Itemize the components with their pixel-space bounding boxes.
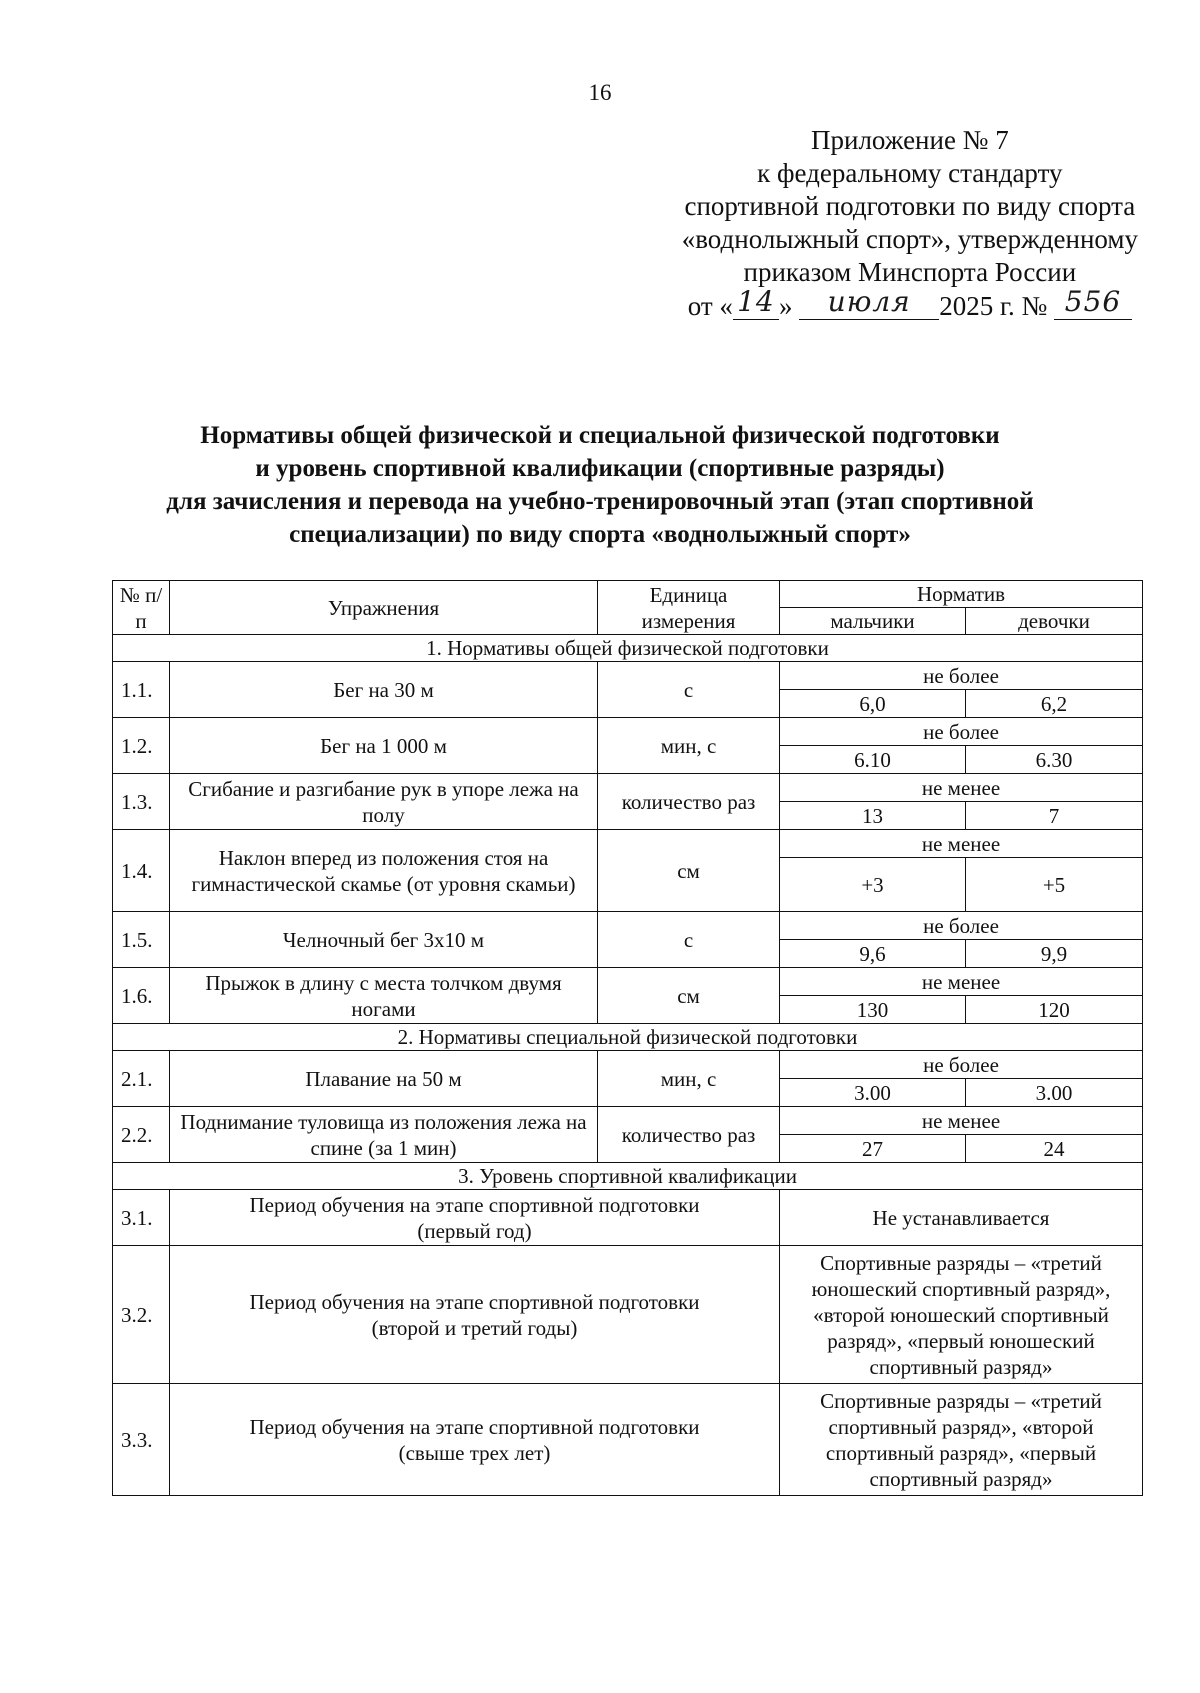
row-unit: см	[598, 830, 780, 912]
handwritten-month: июля	[827, 285, 911, 318]
row-number: 1.1.	[113, 662, 170, 718]
day-field	[733, 285, 779, 320]
row-number: 1.3.	[113, 774, 170, 830]
row-unit: с	[598, 912, 780, 968]
handwritten-day: 14	[737, 285, 775, 318]
norms-table	[112, 580, 1143, 1496]
row-exercise: Плавание на 50 м	[170, 1051, 598, 1107]
header-unit: Единица измерения	[598, 581, 780, 635]
row-unit: количество раз	[598, 1107, 780, 1163]
row-exercise: Прыжок в длину с места толчком двумя ногами	[170, 968, 598, 1024]
row-limit: не более	[780, 912, 1143, 940]
handwritten-order-number: 556	[1064, 285, 1122, 318]
row-unit: с	[598, 662, 780, 718]
qual-value: Не устанавливается	[780, 1190, 1143, 1246]
row-boys-value: 6.10	[780, 746, 966, 774]
qual-period: Период обучения на этапе спортивной подготовки (свыше трех лет)	[170, 1384, 780, 1496]
header-exercise: Упражнения	[170, 581, 598, 635]
title-line: специализации) по виду спорта «воднолыжный спорт»	[289, 521, 911, 548]
row-boys-value: 6,0	[780, 690, 966, 718]
row-girls-value: 6,2	[966, 690, 1143, 718]
order-date-line	[682, 285, 1138, 323]
qual-value: Спортивные разряды – «третий юношеский спортивный разряд», «второй юношеский спортивный разряд», «первый юношеский спортивный разряд»	[780, 1246, 1143, 1384]
section-title: 1. Нормативы общей физической подготовки	[113, 635, 1143, 662]
row-exercise: Челночный бег 3х10 м	[170, 912, 598, 968]
row-unit: мин, с	[598, 718, 780, 774]
row-number: 2.1.	[113, 1051, 170, 1107]
row-unit: количество раз	[598, 774, 780, 830]
month-field	[799, 285, 939, 320]
qual-value: Спортивные разряды – «третий спортивный разряд», «второй спортивный разряд», «первый спортивный разряд»	[780, 1384, 1143, 1496]
row-girls-value: 3.00	[966, 1079, 1143, 1107]
title-line: и уровень спортивной квалификации (спортивные разряды)	[255, 455, 945, 482]
row-limit: не более	[780, 662, 1143, 690]
appendix-line: «воднолыжный спорт», утвержденному	[681, 224, 1138, 254]
appendix-line: к федеральному стандарту	[757, 158, 1063, 188]
row-number: 1.5.	[113, 912, 170, 968]
row-unit: см	[598, 968, 780, 1024]
row-number: 1.4.	[113, 830, 170, 912]
row-boys-value: 130	[780, 996, 966, 1024]
row-unit: мин, с	[598, 1051, 780, 1107]
header-norm: Норматив	[780, 581, 1143, 608]
title-line: для зачисления и перевода на учебно-тренировочный этап (этап спортивной	[166, 488, 1034, 515]
header-girls: девочки	[966, 608, 1143, 635]
appendix-line: Приложение № 7	[811, 125, 1009, 155]
row-girls-value: 120	[966, 996, 1143, 1024]
year-text: 2025 г. №	[939, 291, 1048, 321]
title-line: Нормативы общей физической и специальной физической подготовки	[200, 422, 1000, 449]
row-girls-value: 9,9	[966, 940, 1143, 968]
row-girls-value: +5	[966, 858, 1143, 912]
date-mid: »	[778, 291, 793, 321]
qual-period: Период обучения на этапе спортивной подготовки (первый год)	[170, 1190, 780, 1246]
row-boys-value: +3	[780, 858, 966, 912]
row-boys-value: 9,6	[780, 940, 966, 968]
row-exercise: Бег на 30 м	[170, 662, 598, 718]
row-boys-value: 3.00	[780, 1079, 966, 1107]
row-limit: не менее	[780, 830, 1143, 858]
row-girls-value: 7	[966, 802, 1143, 830]
qual-period: Период обучения на этапе спортивной подготовки (второй и третий годы)	[170, 1246, 780, 1384]
section-title: 3. Уровень спортивной квалификации	[113, 1163, 1143, 1190]
row-exercise: Наклон вперед из положения стоя на гимнастической скамье (от уровня скамьи)	[170, 830, 598, 912]
row-exercise: Бег на 1 000 м	[170, 718, 598, 774]
row-limit: не менее	[780, 774, 1143, 802]
row-number: 3.3.	[113, 1384, 170, 1496]
row-limit: не менее	[780, 968, 1143, 996]
row-limit: не более	[780, 718, 1143, 746]
row-girls-value: 24	[966, 1135, 1143, 1163]
row-number: 2.2.	[113, 1107, 170, 1163]
document-title	[0, 419, 1200, 551]
appendix-line: приказом Минспорта России	[743, 257, 1077, 287]
row-limit: не более	[780, 1051, 1143, 1079]
header-boys: мальчики	[780, 608, 966, 635]
row-girls-value: 6.30	[966, 746, 1143, 774]
header-num: № п/п	[113, 581, 170, 635]
row-number: 1.2.	[113, 718, 170, 774]
date-prefix: от «	[687, 291, 733, 321]
row-number: 3.1.	[113, 1190, 170, 1246]
appendix-block	[682, 124, 1138, 323]
row-boys-value: 27	[780, 1135, 966, 1163]
page-number: 16	[588, 80, 612, 105]
row-exercise: Поднимание туловища из положения лежа на спине (за 1 мин)	[170, 1107, 598, 1163]
row-number: 3.2.	[113, 1246, 170, 1384]
section-title: 2. Нормативы специальной физической подготовки	[113, 1024, 1143, 1051]
row-exercise: Сгибание и разгибание рук в упоре лежа на полу	[170, 774, 598, 830]
row-boys-value: 13	[780, 802, 966, 830]
order-number-field	[1054, 285, 1132, 320]
appendix-line: спортивной подготовки по виду спорта	[684, 191, 1136, 221]
row-limit: не менее	[780, 1107, 1143, 1135]
row-number: 1.6.	[113, 968, 170, 1024]
